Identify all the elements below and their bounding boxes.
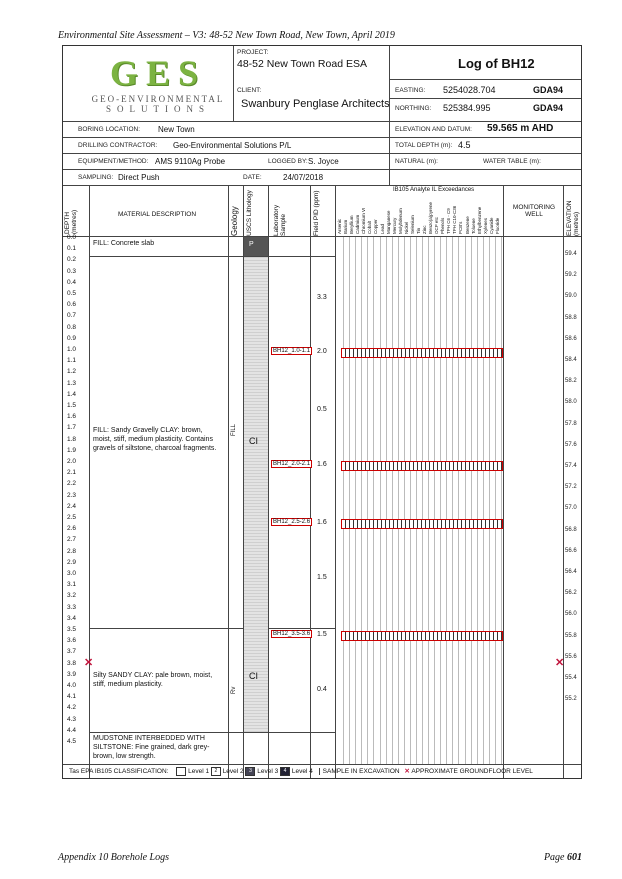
depth-tick: 3.6	[67, 637, 77, 645]
depth-tick: 1.2	[67, 368, 77, 376]
analyte-header: Copper	[373, 219, 379, 234]
analyte-grid-line	[398, 237, 399, 764]
analyte-header: Benzo(a)pyrene	[428, 201, 434, 234]
depth-tick: 2.5	[67, 514, 77, 521]
equipment: AMS 9110Ag Probe	[155, 157, 226, 166]
client-name: Swanbury Penglase Architects	[241, 98, 390, 110]
elevation-tick: 58.8	[565, 314, 577, 321]
layer-1-desc: FILL: Concrete slab	[93, 240, 155, 247]
drilling-contractor: Geo-Environmental Solutions P/L	[173, 141, 292, 150]
elevation-tick: 59.0	[565, 293, 577, 300]
analyte-grid-line	[416, 237, 417, 764]
elevation-tick: 55.4	[565, 675, 577, 681]
pid-reading-3: 1.5	[317, 574, 327, 581]
elevation-tick: 56.6	[565, 547, 577, 554]
col-monitoring: MONITORING WELL	[512, 204, 556, 218]
depth-tick: 1.3	[67, 379, 77, 387]
analyte-grid-line	[471, 237, 472, 764]
uscs-ci-2: CI	[249, 671, 258, 681]
log-title: Log of BH12	[458, 56, 535, 71]
exceedance-row-2	[341, 461, 503, 471]
equipment-label: EQUIPMENT/METHOD:	[78, 158, 149, 165]
groundfloor-marker-right: ✕	[555, 657, 565, 669]
col-elevation: ELEVATION (metres)	[566, 200, 580, 236]
analyte-header: Phenols	[440, 217, 446, 234]
date: 24/07/2018	[283, 173, 324, 182]
analyte-grid-line	[355, 237, 356, 764]
northing-value: 525384.995	[443, 103, 491, 113]
elevation-tick: 59.4	[565, 251, 577, 257]
pid-reading-1: 3.3	[317, 294, 327, 301]
uscs-clay-fill	[244, 257, 268, 732]
uscs-ci-1: CI	[249, 436, 258, 446]
legend-level3: Level 3	[257, 768, 279, 776]
depth-tick: 3.8	[67, 659, 77, 667]
sample-3-pid: 1.6	[317, 519, 327, 526]
analyte-header: OCP etc	[434, 217, 440, 234]
depth-tick: 3.1	[67, 581, 77, 589]
elevation-tick: 55.6	[565, 653, 577, 660]
page-label: Page	[543, 852, 565, 863]
analyte-header: Cadmium	[355, 214, 361, 234]
depth-tick: 4.3	[67, 715, 77, 723]
depth-tick: 0.8	[67, 323, 77, 331]
elevation-label: ELEVATION AND DATUM:	[395, 126, 472, 133]
legend-level4-box: 4	[280, 767, 290, 776]
legend-sample: SAMPLE IN EXCAVATION	[319, 768, 400, 775]
depth-tick: 3.5	[67, 626, 77, 633]
easting-datum: GDA94	[533, 85, 564, 95]
analyte-header: Xylenes	[482, 217, 488, 234]
drilling-contractor-label: DRILLING CONTRACTOR:	[78, 142, 158, 149]
project-label: PROJECT:	[237, 49, 269, 56]
elevation-tick: 58.6	[565, 335, 577, 342]
col-analyte-title: IB105 Analyte IL Exceedances	[393, 187, 475, 193]
depth-tick: 2.0	[67, 458, 77, 465]
analyte-header: Cyanide	[488, 217, 494, 234]
analyte-grid-line	[483, 237, 484, 764]
analyte-header: Tin	[415, 227, 421, 234]
depth-tick: 0.9	[67, 334, 77, 342]
elevation-tick: 57.2	[565, 484, 577, 491]
analyte-grid-line	[373, 237, 374, 764]
col-material: MATERIAL DESCRIPTION	[118, 211, 197, 218]
depth-tick: 2.9	[67, 558, 77, 566]
elevation-tick: 56.4	[565, 569, 577, 575]
depth-tick: 3.7	[67, 648, 77, 656]
elevation-tick: 56.8	[565, 526, 577, 533]
analyte-grid-line	[367, 237, 368, 764]
pid-reading-4: 0.4	[317, 686, 327, 693]
logged-by-label: LOGGED BY:	[268, 158, 308, 165]
uscs-p: P	[249, 241, 254, 248]
elevation-tick: 58.2	[565, 378, 577, 385]
analyte-header: Mercury	[391, 217, 397, 234]
depth-tick: 0.4	[67, 278, 77, 286]
analyte-header: Molybdenum	[397, 208, 403, 234]
depth-tick: 0.0	[67, 234, 77, 241]
depth-tick: 2.4	[67, 502, 77, 510]
analyte-header: Beryllium	[349, 215, 355, 234]
depth-tick: 4.5	[67, 738, 77, 745]
logo-ges-text: GES	[109, 53, 207, 93]
analyte-header: Cobalt	[367, 220, 373, 234]
depth-tick: 3.9	[67, 670, 77, 678]
analyte-grid-line	[465, 237, 466, 764]
analyte-grid-line	[434, 237, 435, 764]
analyte-grid-line	[495, 237, 496, 764]
legend	[69, 767, 533, 776]
water-table-label: WATER TABLE (m):	[483, 158, 541, 165]
depth-tick: 2.2	[67, 480, 77, 488]
analyte-grid-line	[477, 237, 478, 764]
analyte-grid-line	[501, 237, 502, 764]
legend-level1-box	[176, 767, 186, 776]
analyte-header: TPH C10-C36	[452, 205, 458, 234]
borehole-log	[62, 45, 582, 779]
analyte-header: Arsenic	[337, 218, 342, 234]
depth-tick: 2.1	[67, 469, 77, 477]
analyte-grid-line	[428, 237, 429, 764]
depth-tick: 1.1	[67, 357, 77, 365]
depth-tick: 0.7	[67, 312, 77, 320]
depth-tick: 0.3	[67, 267, 77, 275]
col-geology: Geology	[230, 206, 239, 236]
analyte-grid-line	[440, 237, 441, 764]
analyte-header: TPH C6 - C9	[446, 208, 452, 234]
depth-tick: 1.8	[67, 435, 77, 443]
elevation-tick: 59.2	[565, 272, 577, 279]
elevation-value: 59.565 m AHD	[487, 123, 554, 134]
analyte-header: Chromium VI	[361, 207, 367, 234]
analyte-grid-line	[349, 237, 350, 764]
natural-label: NATURAL (m):	[395, 158, 438, 165]
depth-tick: 1.9	[67, 446, 77, 454]
depth-tick: 2.7	[67, 536, 77, 544]
depth-tick: 4.2	[67, 704, 77, 712]
northing-label: NORTHING:	[395, 105, 432, 112]
analyte-grid-line	[404, 237, 405, 764]
elevation-tick: 58.0	[565, 399, 577, 406]
analyte-grid-line	[380, 237, 381, 764]
depth-tick: 2.6	[67, 525, 77, 533]
analyte-header: Barium	[343, 219, 349, 234]
total-depth-label: TOTAL DEPTH (m):	[395, 142, 453, 149]
ges-logo	[83, 52, 233, 114]
analyte-header: Fluoride	[494, 217, 500, 234]
depth-tick: 0.2	[67, 256, 77, 264]
sampling-label: SAMPLING:	[78, 174, 114, 181]
depth-tick: 1.5	[67, 402, 77, 409]
uscs-concrete-fill	[244, 237, 268, 256]
boring-location: New Town	[158, 125, 195, 134]
depth-tick: 2.8	[67, 547, 77, 555]
total-depth: 4.5	[458, 140, 471, 150]
col-uscs: USCS Lithology	[246, 190, 253, 236]
legend-level4: Level 4	[291, 768, 313, 776]
sample-4-pid: 1.5	[317, 631, 327, 638]
depth-tick: 1.0	[67, 346, 77, 353]
depth-tick: 0.1	[67, 245, 77, 253]
layer-4-desc: MUDSTONE INTERBEDDED WITH SILTSTONE: Fine grained, dark grey-brown, low strength.	[93, 735, 210, 760]
sample-1-pid: 2.0	[317, 348, 327, 355]
analyte-header: Zinc	[422, 225, 428, 234]
depth-tick: 1.4	[67, 390, 77, 398]
logo-line2: SOLUTIONS	[105, 104, 210, 114]
exceedance-row-1	[341, 348, 503, 358]
groundfloor-marker-left: ✕	[84, 657, 94, 669]
sampling: Direct Push	[118, 173, 160, 182]
analyte-grid-line	[422, 237, 423, 764]
geology-fill: FILL	[231, 423, 237, 436]
depth-tick: 3.0	[67, 570, 77, 577]
col-pid: Field PID (ppm)	[313, 190, 320, 236]
geology-rv: Rv	[231, 686, 237, 694]
pid-reading-2: 0.5	[317, 406, 327, 413]
logo-line1: GEO-ENVIRONMENTAL	[91, 94, 225, 104]
page-number: 601	[567, 852, 582, 863]
boring-location-label: BORING LOCATION:	[78, 126, 140, 133]
logged-by: S. Joyce	[308, 157, 339, 166]
exceedance-row-4	[341, 631, 503, 641]
depth-tick: 1.7	[67, 424, 77, 432]
col-lab: Laboratory Sample	[273, 204, 287, 236]
analyte-grid-line	[386, 237, 387, 764]
sample-2: BH12_2.0-2.1	[273, 461, 311, 467]
legend-level2: Level 2	[222, 768, 244, 776]
sample-1: BH12_1.0-1.1	[273, 348, 311, 354]
analyte-grid-line	[446, 237, 447, 764]
client-label: CLIENT:	[237, 87, 262, 94]
legend-level3-box: 3	[245, 767, 255, 776]
sample-2-pid: 1.6	[317, 461, 327, 468]
analyte-grid-line	[458, 237, 459, 764]
elevation-tick: 57.4	[565, 463, 577, 469]
depth-tick: 4.1	[67, 693, 77, 701]
analyte-header: Nickel	[403, 221, 409, 234]
legend-ground: APPROXIMATE GROUNDFLOOR LEVEL	[411, 768, 533, 776]
elevation-tick: 57.8	[565, 420, 577, 427]
depth-tick: 3.3	[67, 603, 77, 611]
northing-datum: GDA94	[533, 103, 564, 113]
elevation-tick: 55.2	[565, 696, 577, 703]
depth-tick: 4.4	[67, 726, 77, 734]
depth-tick: 3.4	[67, 614, 77, 622]
analyte-header: Manganese	[385, 210, 391, 234]
page-header: Environmental Site Assessment – V3: 48-52 New Town Road, New Town, April 2019	[58, 30, 395, 41]
easting-value: 5254028.704	[443, 85, 496, 95]
analyte-grid-line	[343, 237, 344, 764]
legend-classification: Tas EPA IB105 CLASSIFICATION:	[69, 768, 169, 776]
analyte-header: Ethylbenzene	[476, 206, 482, 234]
sample-4: BH12_3.5-3.6	[273, 631, 311, 637]
depth-tick: 0.5	[67, 290, 77, 297]
exceedance-row-3	[341, 519, 503, 529]
elevation-tick: 56.0	[565, 611, 577, 618]
page-footer-left: Appendix 10 Borehole Logs	[58, 852, 170, 863]
project-name: 48-52 New Town Road ESA	[237, 58, 367, 70]
depth-tick: 0.6	[67, 301, 77, 309]
layer-3-desc: Silty SANDY CLAY: pale brown, moist, stiff, medium plasticity.	[93, 672, 213, 688]
analyte-grid-line	[410, 237, 411, 764]
legend-x-icon: ✕	[404, 768, 410, 776]
elevation-tick: 58.4	[565, 357, 577, 363]
legend-level1: Level 1	[188, 768, 210, 776]
analyte-header: Benzene	[464, 216, 470, 234]
analyte-grid-line	[361, 237, 362, 764]
depth-tick: 3.2	[67, 592, 77, 600]
legend-level2-box: 2	[211, 767, 221, 776]
col-depth: DEPTH (metres)	[64, 209, 78, 234]
analyte-grid-line	[392, 237, 393, 764]
elevation-tick: 57.6	[565, 441, 577, 448]
page-footer-right	[544, 852, 582, 863]
elevation-tick: 56.2	[565, 590, 577, 597]
analyte-header: Toluene	[470, 218, 476, 234]
date-label: DATE:	[243, 174, 262, 181]
layer-2-desc: FILL: Sandy Gravelly CLAY: brown, moist, stiff, medium plasticity. Contains gravels of siltstone, charcoal fragments.	[93, 427, 217, 452]
depth-tick: 2.3	[67, 491, 77, 499]
depth-tick: 4.0	[67, 682, 77, 689]
easting-label: EASTING:	[395, 87, 426, 94]
analyte-grid-line	[452, 237, 453, 764]
sample-3: BH12_2.5-2.6	[273, 519, 311, 525]
analyte-header: Selenium	[409, 215, 415, 234]
analyte-header: Lead	[379, 223, 385, 234]
analyte-header: PCB's	[458, 221, 464, 234]
elevation-tick: 57.0	[565, 505, 577, 512]
analyte-grid-line	[489, 237, 490, 764]
depth-tick: 1.6	[67, 413, 77, 421]
elevation-tick: 55.8	[565, 632, 577, 639]
